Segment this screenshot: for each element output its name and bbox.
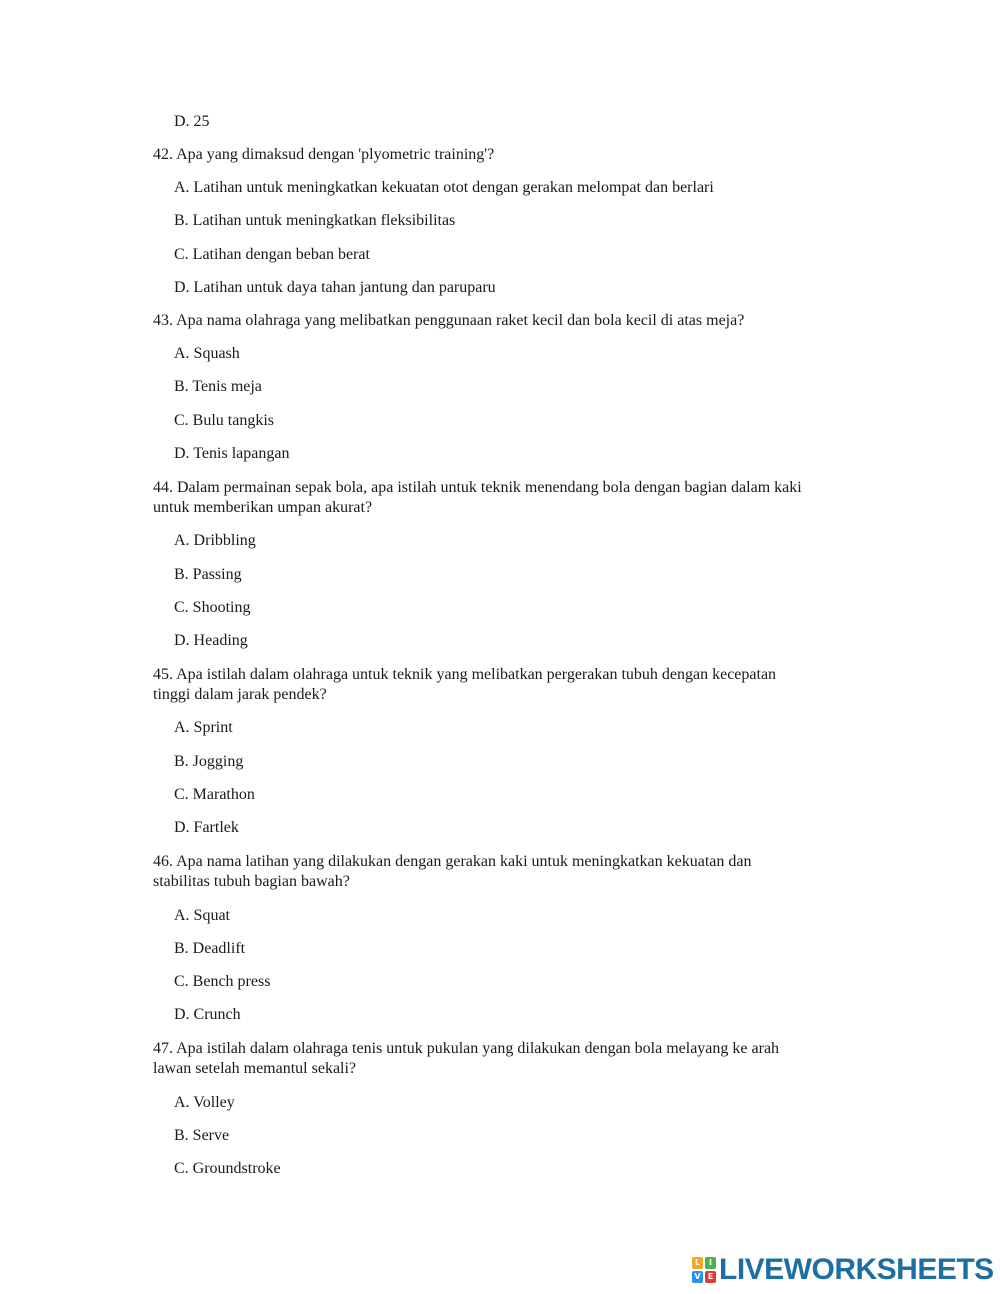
option-45-a: A. Sprint [174, 719, 233, 736]
option-43-b: B. Tenis meja [174, 378, 262, 395]
option-43-d: D. Tenis lapangan [174, 445, 290, 462]
option-45-b: B. Jogging [174, 753, 244, 770]
option-45-d: D. Fartlek [174, 819, 239, 836]
option-47-c: C. Groundstroke [174, 1160, 281, 1177]
option-47-b: B. Serve [174, 1127, 230, 1144]
option-43-c: C. Bulu tangkis [174, 412, 275, 429]
option-47-a: A. Volley [174, 1094, 235, 1111]
option-42-b: B. Latihan untuk meningkatkan fleksibilitas [174, 212, 456, 229]
option-46-a: A. Squat [174, 907, 230, 924]
option-42-d: D. Latihan untuk daya tahan jantung dan paruparu [174, 279, 496, 296]
logo-text: LIVEWORKSHEETS [719, 1253, 994, 1286]
option-44-b: B. Passing [174, 566, 242, 583]
question-44: 44. Dalam permainan sepak bola, apa istilah untuk teknik menendang bola dengan bagian dalam kaki [153, 479, 802, 496]
logo-cell-l: L [692, 1257, 703, 1269]
option-45-c: C. Marathon [174, 786, 255, 803]
option-44-c: C. Shooting [174, 599, 251, 616]
option-42-c: C. Latihan dengan beban berat [174, 246, 370, 263]
option-44-a: A. Dribbling [174, 532, 256, 549]
liveworksheets-logo [692, 1255, 994, 1285]
question-44-cont: untuk memberikan umpan akurat? [153, 499, 373, 516]
option-42-a: A. Latihan untuk meningkatkan kekuatan otot dengan gerakan melompat dan berlari [174, 179, 714, 196]
question-46: 46. Apa nama latihan yang dilakukan dengan gerakan kaki untuk meningkatkan kekuatan dan [153, 853, 752, 870]
logo-cell-i: I [705, 1257, 716, 1269]
question-42: 42. Apa yang dimaksud dengan 'plyometric training'? [153, 146, 495, 163]
option-44-d: D. Heading [174, 632, 248, 649]
option-43-a: A. Squash [174, 345, 240, 362]
logo-cell-e: E [705, 1271, 716, 1283]
question-45-cont: tinggi dalam jarak pendek? [153, 686, 327, 703]
option-46-d: D. Crunch [174, 1006, 241, 1023]
question-47: 47. Apa istilah dalam olahraga tenis untuk pukulan yang dilakukan dengan bola melayang ke arah [153, 1040, 780, 1057]
option-46-c: C. Bench press [174, 973, 271, 990]
option-46-b: B. Deadlift [174, 940, 246, 957]
option-41-d: D. 25 [174, 113, 210, 130]
question-46-cont: stabilitas tubuh bagian bawah? [153, 873, 350, 890]
question-45: 45. Apa istilah dalam olahraga untuk teknik yang melibatkan pergerakan tubuh dengan kecepatan [153, 666, 777, 683]
logo-cell-v: V [692, 1271, 703, 1283]
question-47-cont: lawan setelah memantul sekali? [153, 1060, 357, 1077]
question-43: 43. Apa nama olahraga yang melibatkan penggunaan raket kecil dan bola kecil di atas meja? [153, 312, 745, 329]
logo-grid-icon [692, 1257, 716, 1283]
